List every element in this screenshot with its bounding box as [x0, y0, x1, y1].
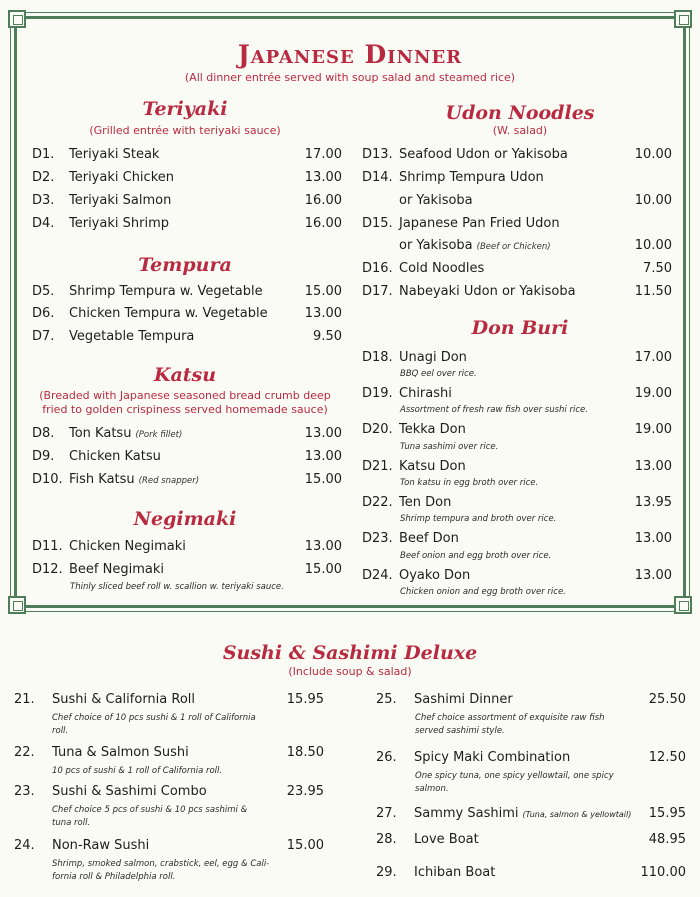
section-title-teriyaki: Teriyaki: [142, 98, 228, 120]
item-code: 24.: [14, 838, 35, 853]
page-title: Japanese Dinner: [237, 40, 463, 69]
item-description: Ton katsu in egg broth over rice.: [400, 478, 539, 488]
item-name: Cold Noodles: [399, 261, 485, 276]
item-name: Katsu Don: [399, 459, 466, 474]
item-description: Shrimp, smoked salmon, crabstick, eel, egg & Cali-: [52, 859, 270, 869]
border-corner-ornament: [8, 596, 26, 614]
item-note: (Beef or Chicken): [476, 242, 551, 252]
item-price: 18.50: [286, 745, 324, 760]
item-name: Beef Don: [399, 531, 459, 546]
item-price: 25.50: [648, 692, 686, 707]
item-price: 11.50: [634, 284, 672, 299]
item-code: 23.: [14, 784, 35, 799]
item-price: 13.00: [634, 459, 672, 474]
item-code: D15.: [362, 216, 393, 231]
item-name: Spicy Maki Combination: [414, 750, 571, 765]
item-code: D20.: [362, 422, 393, 437]
item-price: 15.95: [286, 692, 324, 707]
item-code: D5.: [32, 284, 55, 299]
section-subtitle-udon: (W. salad): [492, 124, 548, 137]
item-code: D22.: [362, 495, 393, 510]
item-code: D8.: [32, 426, 55, 441]
menu-item: [376, 865, 686, 880]
section-subtitle-sushi: (Include soup & salad): [288, 665, 412, 678]
item-name: Ichiban Boat: [414, 865, 496, 880]
menu-item: [362, 531, 672, 546]
menu-item: [32, 329, 342, 344]
item-name: Teriyaki Shrimp: [69, 216, 169, 231]
item-code: D6.: [32, 306, 55, 321]
item-note: (Pork fillet): [135, 430, 183, 440]
menu-item: [14, 745, 324, 760]
item-price: 15.00: [304, 562, 342, 577]
item-price: 10.00: [634, 238, 672, 253]
menu-item: [32, 216, 342, 231]
item-price: 9.50: [313, 329, 342, 344]
menu-item: [32, 193, 342, 208]
menu-item: [362, 386, 672, 401]
section-title-sushi: Sushi & Sashimi Deluxe: [222, 642, 478, 664]
item-description: Assortment of fresh raw fish over sushi rice.: [400, 405, 588, 415]
item-price: 16.00: [304, 193, 342, 208]
item-description: salmon.: [415, 784, 449, 794]
menu-item: [362, 147, 672, 162]
item-name: Ten Don: [399, 495, 452, 510]
section-subtitle-katsu: (Breaded with Japanese seasoned bread crumb deep: [39, 389, 331, 402]
menu-item: [32, 170, 342, 185]
item-code: D1.: [32, 147, 55, 162]
item-name: Sushi & California Roll: [52, 692, 196, 707]
item-price: 15.00: [286, 838, 324, 853]
item-code: D24.: [362, 568, 393, 583]
item-code: 22.: [14, 745, 35, 760]
menu-item: [376, 692, 686, 707]
item-code: D17.: [362, 284, 393, 299]
item-price: 13.00: [304, 306, 342, 321]
item-code: D19.: [362, 386, 393, 401]
item-price: 15.00: [304, 284, 342, 299]
item-description: Chef choice assortment of exquisite raw fish: [415, 713, 605, 723]
item-code: D9.: [32, 449, 55, 464]
item-code: D3.: [32, 193, 55, 208]
menu-item: [362, 216, 672, 231]
item-price: 13.00: [304, 426, 342, 441]
menu-item: [376, 832, 686, 847]
item-code: 26.: [376, 750, 397, 765]
item-description: Tuna sashimi over rice.: [400, 442, 499, 452]
item-price: 13.00: [634, 568, 672, 583]
section-title-katsu: Katsu: [153, 364, 217, 386]
item-price: 13.00: [304, 539, 342, 554]
item-code: D2.: [32, 170, 55, 185]
item-price: 15.00: [304, 472, 342, 487]
menu-item: [14, 784, 324, 799]
menu-item: [362, 350, 672, 365]
item-code: D12.: [32, 562, 63, 577]
item-code: 27.: [376, 806, 397, 821]
item-note: (Tuna, salmon & yellowtail): [522, 810, 632, 819]
item-name: [399, 238, 635, 253]
menu-item: [376, 806, 686, 821]
item-price: 23.95: [286, 784, 324, 799]
menu-item: [362, 568, 672, 583]
item-name: [414, 806, 649, 821]
item-name-text: or Yakisoba: [399, 238, 473, 253]
item-note: (Red snapper): [138, 476, 200, 486]
item-price: 12.50: [648, 750, 686, 765]
item-name: Shrimp Tempura Udon: [399, 170, 544, 185]
item-code: D16.: [362, 261, 393, 276]
menu-item: [14, 838, 324, 853]
border-corner-ornament: [8, 10, 26, 28]
item-code: D23.: [362, 531, 393, 546]
item-description: Chef choice 5 pcs of sushi & 10 pcs sashimi &: [52, 805, 248, 815]
border-corner-ornament: [674, 596, 692, 614]
menu-item: [362, 422, 672, 437]
border-corner-ornament: [674, 10, 692, 28]
item-name: Oyako Don: [399, 568, 471, 583]
item-name: Chicken Negimaki: [69, 539, 186, 554]
menu-item: [32, 284, 342, 299]
item-name: Sushi & Sashimi Combo: [52, 784, 207, 799]
item-description: Chef choice of 10 pcs sushi & 1 roll of California: [52, 713, 256, 723]
item-name: [69, 472, 305, 487]
item-code: 21.: [14, 692, 35, 707]
item-code: D13.: [362, 147, 393, 162]
item-price: 19.00: [634, 422, 672, 437]
item-name: Teriyaki Chicken: [69, 170, 174, 185]
item-code: D11.: [32, 539, 63, 554]
menu-item-continued: [362, 193, 672, 208]
menu-item: [32, 426, 342, 441]
item-price: 13.00: [634, 531, 672, 546]
item-description: Chicken onion and egg broth over rice.: [400, 587, 566, 597]
item-code: 25.: [376, 692, 397, 707]
item-name: Nabeyaki Udon or Yakisoba: [399, 284, 576, 299]
item-name: Chicken Tempura w. Vegetable: [69, 306, 268, 321]
section-subtitle-teriyaki: (Grilled entrée with teriyaki sauce): [89, 124, 281, 137]
item-name: Tekka Don: [399, 422, 466, 437]
item-name: Chirashi: [399, 386, 452, 401]
item-price: 48.95: [648, 832, 686, 847]
menu-item-continued: [362, 238, 672, 253]
menu-item: [362, 459, 672, 474]
item-name: Shrimp Tempura w. Vegetable: [69, 284, 263, 299]
menu-item: [14, 692, 324, 707]
item-name-text: Sammy Sashimi: [414, 806, 519, 821]
item-name: Chicken Katsu: [69, 449, 161, 464]
item-price: 17.00: [304, 147, 342, 162]
item-name: Vegetable Tempura: [69, 329, 195, 344]
item-description: Beef onion and egg broth over rice.: [400, 551, 552, 561]
section-title-udon: Udon Noodles: [445, 102, 595, 124]
menu-item: [32, 306, 342, 321]
item-name: Seafood Udon or Yakisoba: [399, 147, 568, 162]
item-code: D7.: [32, 329, 55, 344]
item-name: Tuna & Salmon Sushi: [52, 745, 189, 760]
item-name: Non-Raw Sushi: [52, 838, 150, 853]
item-code: 28.: [376, 832, 397, 847]
section-subtitle-katsu: fried to golden crispiness served homemade sauce): [42, 403, 328, 416]
item-code: D18.: [362, 350, 393, 365]
menu-item: [362, 284, 672, 299]
item-code: D14.: [362, 170, 393, 185]
item-description: roll.: [52, 726, 69, 736]
item-code: D10.: [32, 472, 63, 487]
item-description: Shrimp tempura and broth over rice.: [400, 514, 557, 524]
menu-item: [362, 170, 672, 185]
item-name: Teriyaki Salmon: [69, 193, 172, 208]
item-price: 7.50: [643, 261, 672, 276]
item-description: 10 pcs of sushi & 1 roll of California roll.: [52, 766, 223, 776]
item-name: Sashimi Dinner: [414, 692, 513, 707]
menu-item: [32, 449, 342, 464]
item-name-text: Ton Katsu: [69, 426, 132, 441]
item-name: Beef Negimaki: [69, 562, 164, 577]
item-name-text: Fish Katsu: [69, 472, 135, 487]
item-code: D4.: [32, 216, 55, 231]
section-title-tempura: Tempura: [138, 254, 232, 276]
item-price: 10.00: [634, 193, 672, 208]
item-price: 13.00: [304, 170, 342, 185]
menu-item: [32, 147, 342, 162]
page-subtitle: (All dinner entrée served with soup salad and steamed rice): [184, 71, 516, 84]
item-name: Teriyaki Steak: [69, 147, 160, 162]
item-price: 17.00: [634, 350, 672, 365]
menu-item: [32, 472, 342, 487]
section-title-negimaki: Negimaki: [133, 508, 237, 530]
item-name: Japanese Pan Fried Udon: [399, 216, 560, 231]
item-description: fornia roll & Philadelphia roll.: [52, 872, 176, 882]
item-description: tuna roll.: [52, 818, 91, 828]
item-price: 19.00: [634, 386, 672, 401]
item-price: 16.00: [304, 216, 342, 231]
item-code: D21.: [362, 459, 393, 474]
item-description: BBQ eel over rice.: [400, 369, 477, 379]
item-description: served sashimi style.: [415, 726, 505, 736]
item-name: or Yakisoba: [399, 193, 473, 208]
item-description: One spicy tuna, one spicy yellowtail, one spicy: [415, 771, 614, 781]
item-price: 13.00: [304, 449, 342, 464]
item-description: Thinly sliced beef roll w. scallion w. teriyaki sauce.: [70, 582, 284, 592]
section-title-donburi: Don Buri: [471, 317, 569, 339]
item-price: 10.00: [634, 147, 672, 162]
menu-item: [362, 495, 672, 510]
menu-item: [376, 750, 686, 765]
item-price: 13.95: [634, 495, 672, 510]
item-name: [69, 426, 305, 441]
menu-item: [32, 562, 342, 577]
menu-item: [362, 261, 672, 276]
item-price: 110.00: [640, 865, 686, 880]
item-code: 29.: [376, 865, 397, 880]
item-name: Unagi Don: [399, 350, 467, 365]
item-price: 15.95: [648, 806, 686, 821]
item-name: Love Boat: [414, 832, 479, 847]
menu-item: [32, 539, 342, 554]
